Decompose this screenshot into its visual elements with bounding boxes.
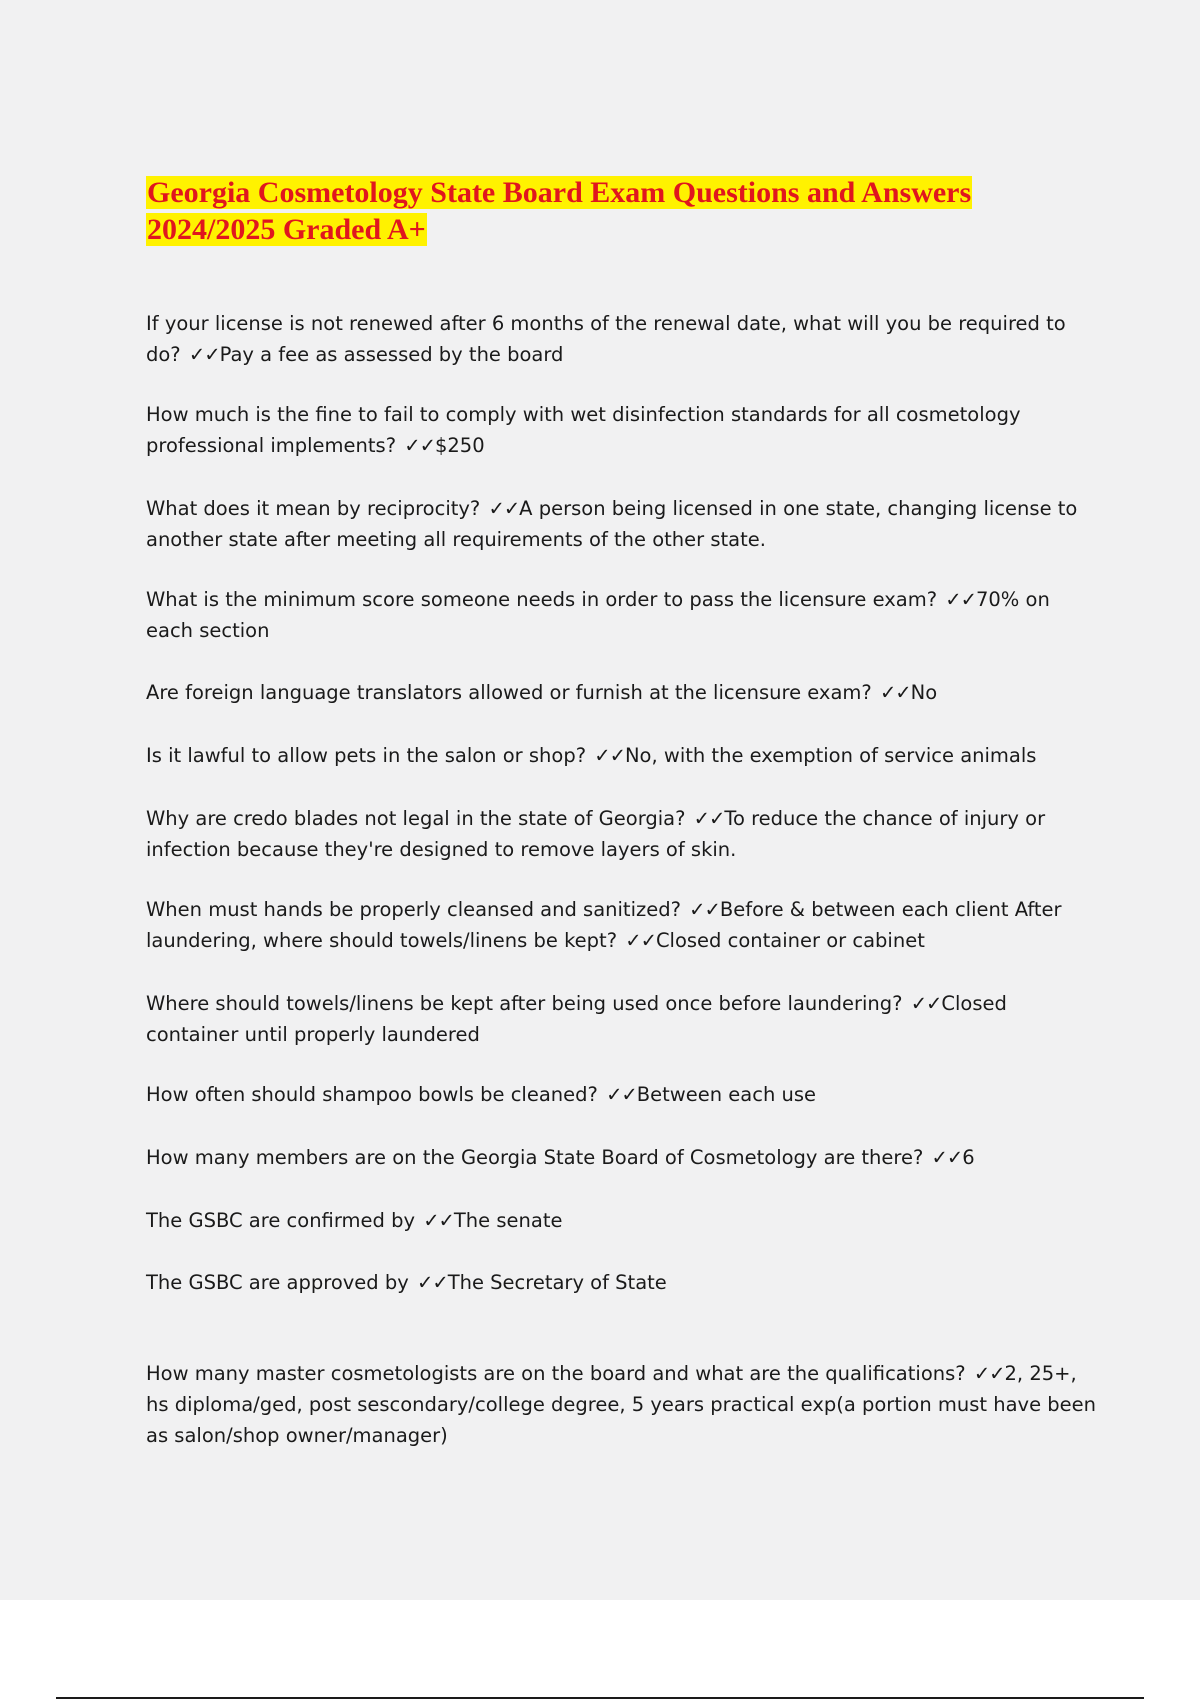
double-check-icon: ✓✓ [693,807,725,830]
question-text: The GSBC are confirmed by [146,1209,415,1232]
qa-item [146,803,1096,865]
qa-item [146,1079,1096,1110]
answer-text: Between each use [636,1083,817,1106]
question-text: What is the minimum score someone needs in order to pass the licensure exam? [146,588,938,611]
answer-text: Before & between each client After laundering, where should towels/linens be kept? [146,898,1062,952]
qa-item [146,740,1096,771]
double-check-icon: ✓✓ [404,434,435,457]
double-check-icon: ✓✓ [188,343,220,366]
double-check-icon: ✓✓ [423,1209,454,1232]
double-check-icon: ✓✓ [973,1362,1005,1385]
double-check-icon: ✓✓ [625,929,656,952]
qa-item [146,584,1096,646]
answer-text: 6 [962,1146,975,1169]
answer-text: The Secretary of State [447,1271,667,1294]
answer-text: No, with the exemption of service animals [624,744,1037,767]
double-check-icon: ✓✓ [945,588,976,611]
answer-text: $250 [434,434,485,457]
answer-text: To reduce the chance of injury or infection because they're designed to remove layers of skin. [146,807,1046,861]
answer-text: 70% on each section [146,588,1050,642]
answer-text: No [910,681,938,704]
question-text: Is it lawful to allow pets in the salon or shop? [146,744,587,767]
answer-text: 2, 25+, hs diploma/ged, post sescondary/college degree, 5 years practical exp(a portion must have been as salon/shop owner/manager) [146,1362,1097,1447]
question-text: How often should shampoo bowls be cleaned? [146,1083,598,1106]
answer-text: The senate [453,1209,563,1232]
document-title [146,174,1086,248]
qa-item [146,1205,1096,1236]
double-check-icon: ✓✓ [594,744,625,767]
question-text: What does it mean by reciprocity? [146,497,481,520]
double-check-icon: ✓✓ [689,898,720,921]
double-check-icon: ✓✓ [910,992,942,1015]
double-check-icon: ✓✓ [606,1083,637,1106]
question-text: How many members are on the Georgia State Board of Cosmetology are there? [146,1146,924,1169]
question-text: Why are credo blades not legal in the state of Georgia? [146,807,686,830]
question-text: How many master cosmetologists are on the board and what are the qualifications? [146,1362,966,1385]
double-check-icon: ✓✓ [931,1146,963,1169]
qa-item [146,493,1096,555]
double-check-icon: ✓✓ [417,1271,448,1294]
bottom-divider [56,1697,1144,1699]
qa-item [146,1142,1096,1173]
title-highlight: Georgia Cosmetology State Board Exam Questions and Answers 2024/2025 Graded A+ [147,176,972,246]
qa-item [146,308,1096,370]
question-text: How much is the fine to fail to comply with wet disinfection standards for all cosmetology professional implements? [146,403,1021,457]
double-check-icon: ✓✓ [488,497,520,520]
qa-item [146,988,1096,1050]
qa-item [146,677,1096,708]
qa-item [146,1358,1096,1451]
qa-item [146,1267,1096,1298]
answer-text: A person being licensed in one state, changing license to another state after meeting all requirements of the other state. [146,497,1078,551]
qa-item [146,399,1096,461]
question-text: When must hands be properly cleansed and sanitized? [146,898,681,921]
double-check-icon: ✓✓ [879,681,911,704]
question-text: If your license is not renewed after 6 months of the renewal date, what will you be required to do? [146,312,1066,366]
answer-text: Closed container or cabinet [655,929,925,952]
question-text: The GSBC are approved by [146,1271,409,1294]
answer-text: Closed container until properly laundered [146,992,1007,1046]
question-text: Are foreign language translators allowed or furnish at the licensure exam? [146,681,872,704]
answer-text: Pay a fee as assessed by the board [219,343,564,366]
question-text: Where should towels/linens be kept after being used once before laundering? [146,992,903,1015]
qa-item [146,894,1096,956]
